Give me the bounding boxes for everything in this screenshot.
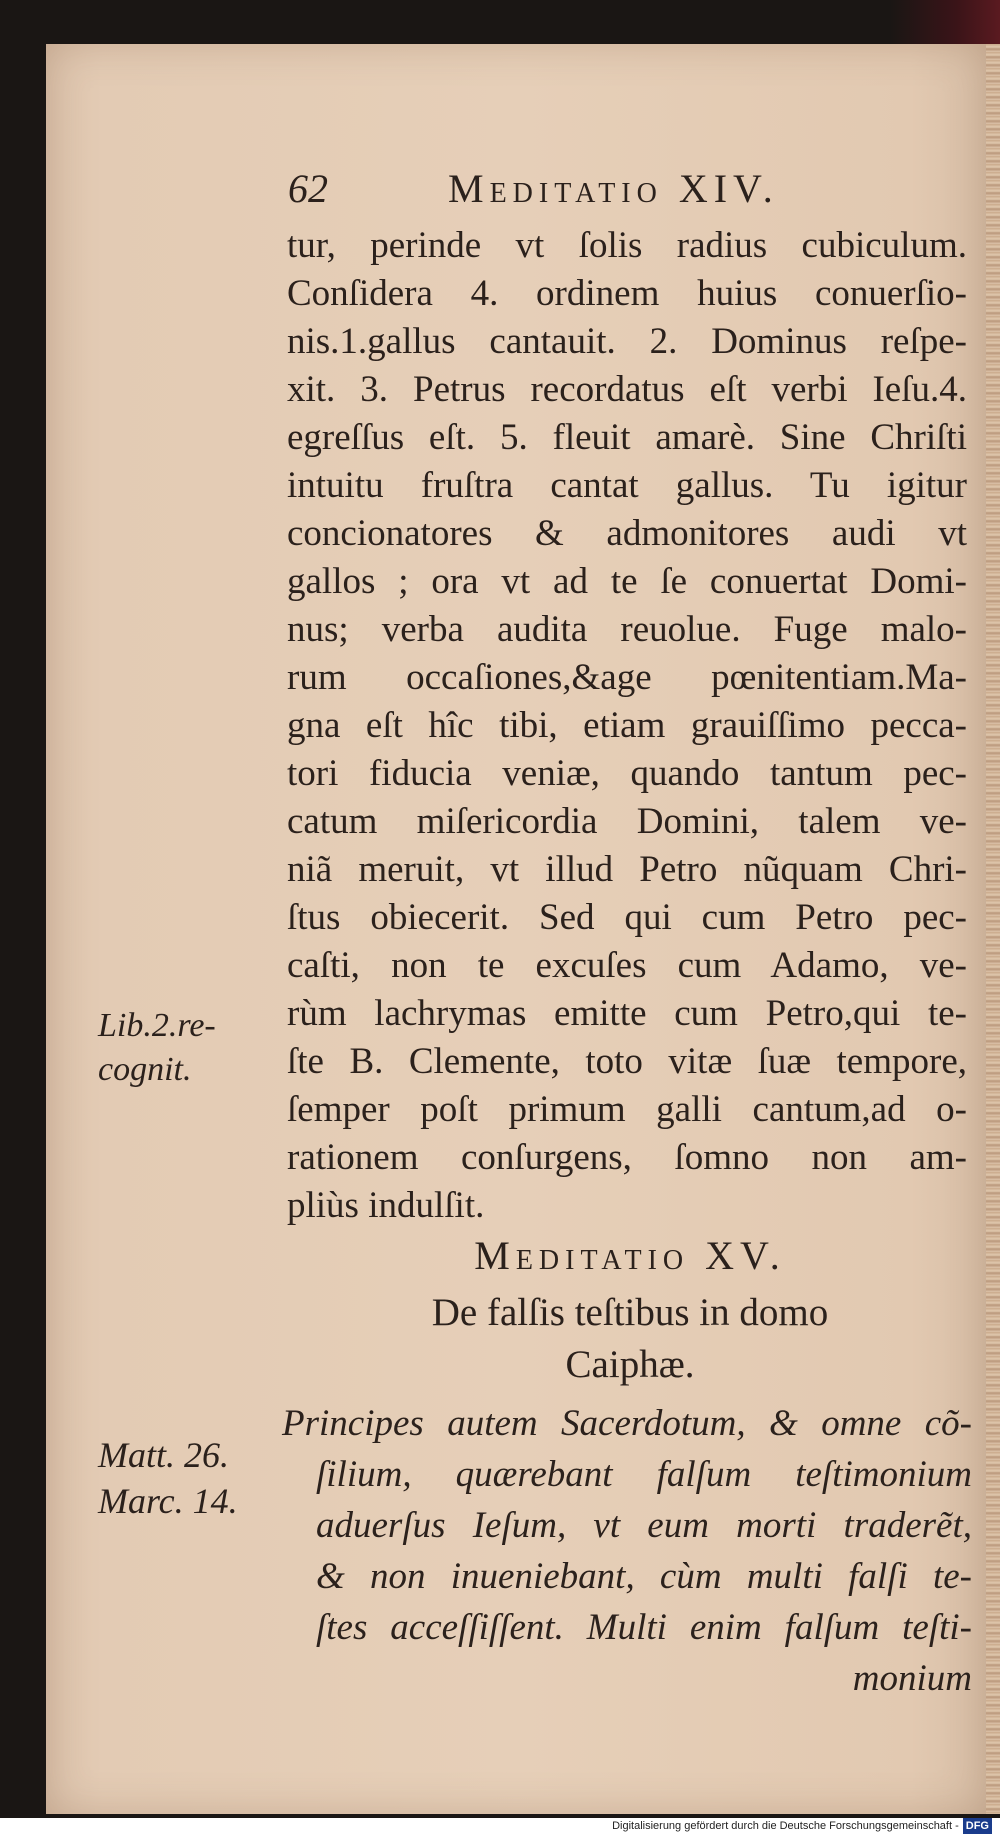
text-line: ſemper poſt primum galli cantum,ad o-: [287, 1089, 967, 1130]
section-subtitle-line1: De falſis teſtibus in domo: [431, 1291, 829, 1334]
text-line: rationem conſurgens, ſomno non am-: [287, 1137, 967, 1178]
text-line: egreſſus eſt. 5. fleuit amarè. Sine Chriſti: [287, 417, 967, 458]
section-subtitle-line2: Caiphæ.: [565, 1343, 695, 1386]
quote-line: Principes autem Sacerdotum, & omne cõ-: [282, 1403, 972, 1444]
text-line: tori fiducia veniæ, quando tantum pec-: [287, 753, 967, 794]
margin-note-recognit: [98, 1004, 278, 1092]
scripture-quote: [282, 1398, 972, 1704]
text-line: gna eſt hîc tibi, etiam grauiſſimo pecca-: [287, 705, 967, 746]
text-line: Conſidera 4. ordinem huius conuerſio-: [287, 273, 967, 314]
margin-note-gospels: [98, 1432, 278, 1524]
margin-note-line: Lib.2.re-: [98, 1007, 216, 1044]
text-line: gallos ; ora vt ad te ſe conuertat Domi-: [287, 561, 967, 602]
text-line: ſte B. Clemente, toto vitæ ſuæ tempore,: [287, 1041, 967, 1082]
main-text: [287, 222, 967, 1230]
text-line: concionatores & admonitores audi vt: [287, 513, 967, 554]
page-header: [288, 165, 848, 215]
text-line: intuitu fruſtra cantat gallus. Tu igitur: [287, 465, 967, 506]
quote-line: aduerſus Ieſum, vt eum morti traderẽt,: [316, 1505, 972, 1546]
text-line: tur, perinde vt ſolis radius cubiculum.: [287, 225, 967, 266]
binding-corner: [890, 0, 1000, 44]
text-line: xit. 3. Petrus recordatus eſt verbi Ieſu.4.: [287, 369, 967, 410]
dfg-logo: DFG: [963, 1818, 992, 1834]
margin-note-line: Matt. 26.: [98, 1435, 229, 1475]
text-line: rum occaſiones,&age pœnitentiam.Ma-: [287, 657, 967, 698]
margin-note-line: Marc. 14.: [98, 1481, 238, 1521]
quote-line: monium: [852, 1658, 972, 1699]
quote-line: ſilium, quærebant falſum teſtimonium: [316, 1454, 972, 1495]
text-line: pliùs indulſit.: [287, 1185, 485, 1226]
quote-line: & non inueniebant, cùm multi falſi te-: [316, 1556, 972, 1597]
footer-text: Digitalisierung gefördert durch die Deutsche Forschungsgemeinschaft -: [612, 1820, 959, 1832]
text-line: caſti, non te excuſes cum Adamo, ve-: [287, 945, 967, 986]
page-edge: [986, 44, 1000, 1814]
text-line: ſtus obiecerit. Sed qui cum Petro pec-: [287, 897, 967, 938]
running-head: Meditatio XIV.: [448, 166, 779, 211]
text-line: nus; verba audita reuolue. Fuge malo-: [287, 609, 967, 650]
text-line: nis.1.gallus cantauit. 2. Dominus reſpe-: [287, 321, 967, 362]
quote-line: ſtes acceſſiſſent. Multi enim falſum teſti-: [316, 1607, 972, 1648]
digitization-footer: [0, 1818, 1000, 1834]
text-line: rùm lachrymas emitte cum Petro,qui te-: [287, 993, 967, 1034]
page-number: 62: [288, 166, 328, 211]
section-title: Meditatio XV.: [474, 1233, 786, 1278]
text-line: catum miſericordia Domini, talem ve-: [287, 801, 967, 842]
text-line: niã meruit, vt illud Petro nũquam Chri-: [287, 849, 967, 890]
margin-note-line: cognit.: [98, 1051, 192, 1088]
